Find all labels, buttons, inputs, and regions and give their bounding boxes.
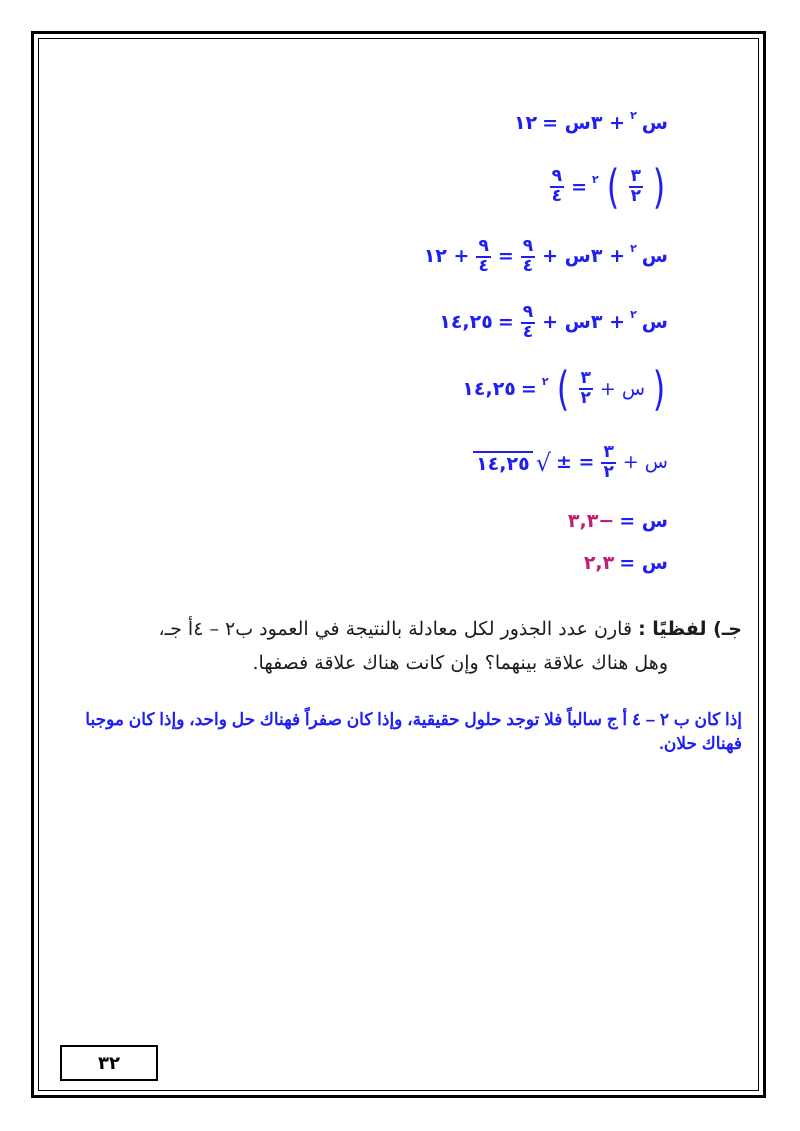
equation-6-fraction [601,444,615,482]
equation-3-fraction [521,238,535,276]
solution-value-1: −٣,٣ [567,510,615,532]
equation-3-rhs-fraction [476,238,490,276]
equation-6-variable: س + [622,451,668,474]
equals-plus-minus: = ± [555,451,595,474]
fraction-numerator: ٩ [551,166,563,187]
equation-4-fraction [521,304,535,342]
equals-sign: = [520,377,537,400]
equation-3-middle: + ٣س + [542,245,626,268]
radicand: ١٤,٢٥ [473,451,533,474]
equation-4-middle: + ٣س + [542,311,626,334]
equals-sign: = [571,175,587,198]
square-root-icon: √ [535,448,551,477]
equation-2-exponent: ٢ [591,172,599,186]
equation-2-fraction [629,168,643,206]
question-line-1 [42,612,742,646]
equation-7 [568,512,668,531]
fraction-numerator: ٣ [580,368,591,389]
equation-4-rhs: ١٤,٢٥ [439,311,493,334]
close-paren: ) [556,362,569,416]
close-paren: ) [606,160,619,214]
equation-1-exponent: ٢ [630,109,637,122]
equation-5-fraction [579,370,593,408]
equation-3 [424,238,668,276]
equation-2 [548,160,668,214]
fraction-numerator: ٩ [522,236,534,256]
equation-3-lhs: س [641,245,668,268]
equation-5-rhs: ١٤,٢٥ [462,377,516,400]
fraction-numerator: ٩ [522,302,534,322]
equation-1-rhs: ١٢ [513,112,538,134]
page-number-box [60,1045,158,1081]
question-text-1: قارن عدد الجذور لكل معادلة بالنتيجة في العمود ب٢ – ٤أ جـ، [158,618,633,640]
fraction-denominator: ٢ [580,388,591,408]
fraction-denominator: ٢ [603,461,614,482]
fraction-denominator: ٤ [522,321,534,342]
equation-1 [513,109,668,134]
equation-5-variable: س + [599,377,646,400]
fraction-denominator: ٤ [478,255,489,276]
equation-5-exponent: ٢ [541,374,549,388]
fraction-denominator: ٤ [522,255,534,276]
fraction-numerator: ٣ [630,166,642,187]
equation-7-lhs: س = [619,510,668,532]
equation-5 [462,362,668,416]
equation-6 [473,444,668,482]
equation-4-exponent: ٢ [630,308,637,322]
fraction-denominator: ٤ [551,186,563,206]
page-number: ٣٢ [98,1052,120,1074]
equation-4-lhs: س [641,311,668,334]
open-paren: ( [652,160,666,214]
question-text-2: وهل هناك علاقة بينهما؟ وإن كانت هناك علاقة فصفها. [252,652,668,674]
fraction-numerator: ٩ [478,236,489,256]
answer-text: إذا كان ب ٢ – ٤ أ ج سالباً فلا توجد حلول حقيقية، وإذا كان صفراً فهناك حل واحد، وإذا كان موجبا فهناك حلان. [85,710,742,753]
equals-sign: = [497,245,514,268]
question-label: جـ) لفظيًا : [638,618,742,640]
equation-1-middle: + ٣س = [542,112,626,134]
equation-4 [439,304,668,342]
solution-value-2: ٢,٣ [583,552,615,574]
equation-8 [584,554,668,573]
equation-1-lhs: س [641,112,668,134]
equation-2-result-fraction [550,168,564,206]
equation-3-rhs: + ١٢ [423,245,470,268]
equation-8-lhs: س = [619,552,668,574]
open-paren: ( [652,362,666,416]
equation-3-exponent: ٢ [630,242,637,256]
question-block [42,612,742,680]
fraction-numerator: ٣ [603,442,614,462]
fraction-denominator: ٢ [630,186,642,206]
equals-sign: = [497,311,514,334]
